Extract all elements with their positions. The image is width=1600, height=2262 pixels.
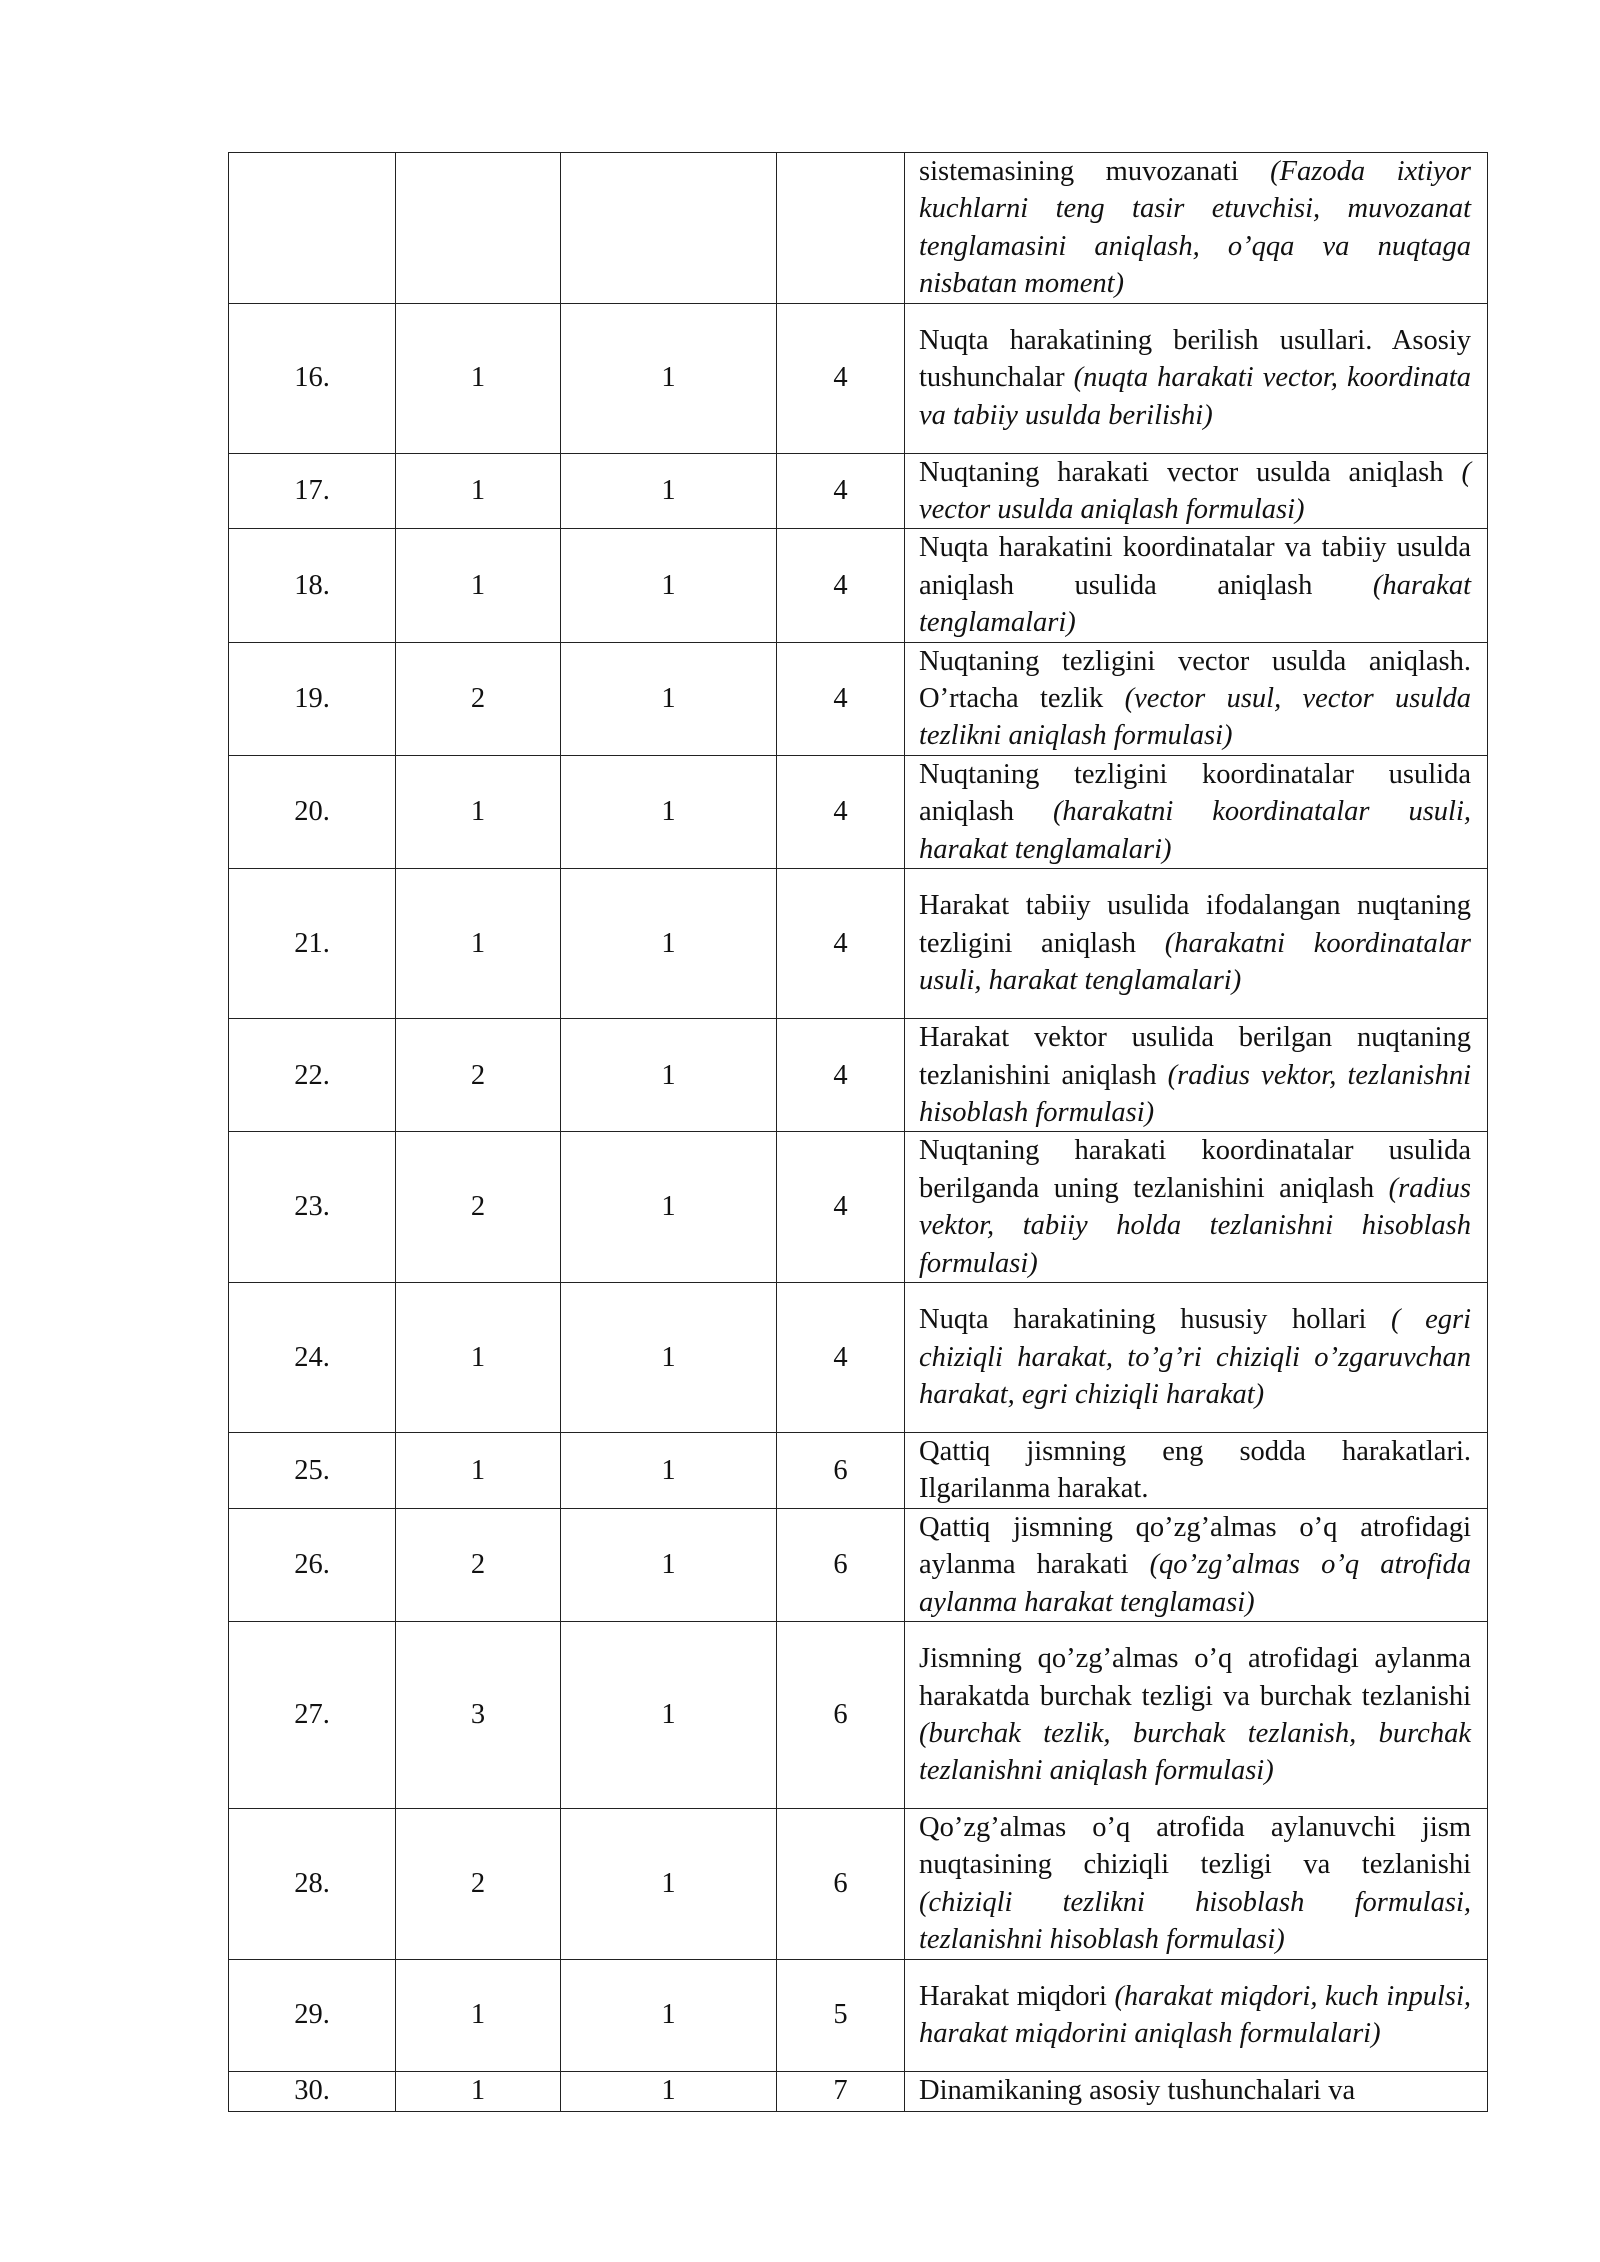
- topic-cell: [905, 1132, 1488, 1283]
- week-cell: 4: [777, 529, 905, 642]
- credit-cell: 1: [561, 1432, 777, 1508]
- row-number-cell: 17.: [229, 453, 396, 529]
- week-cell: 6: [777, 1432, 905, 1508]
- row-number-cell: 24.: [229, 1282, 396, 1432]
- row-number-cell: 23.: [229, 1132, 396, 1283]
- hours-cell: 1: [396, 1282, 561, 1432]
- topic-cell: [905, 1621, 1488, 1808]
- credit-cell: 1: [561, 869, 777, 1019]
- credit-cell: 1: [561, 303, 777, 453]
- topic-cell: [905, 1959, 1488, 2071]
- topic-title: Nuqtaning tezligini vector usulda aniqlash. O’rtacha tezlik: [919, 645, 1471, 715]
- week-cell: [777, 153, 905, 304]
- topic-details: (vector usul, vector usulda tezlikni aniqlash formulasi): [919, 683, 1472, 752]
- hours-cell: 2: [396, 642, 561, 755]
- topic-title: Harakat tabiiy usulida ifodalangan nuqtaning tezligini aniqlash: [919, 890, 1471, 959]
- credit-cell: 1: [561, 529, 777, 642]
- credit-cell: 1: [561, 1621, 777, 1808]
- topic-cell: [905, 529, 1488, 642]
- topic-details: (radius vektor, tezlanishni hisoblash formulasi): [919, 1059, 1471, 1128]
- week-cell: 4: [777, 1282, 905, 1432]
- table-row: [229, 1132, 1488, 1283]
- topic-text: [919, 887, 1471, 999]
- topic-cell: [905, 453, 1488, 529]
- table-row: [229, 1808, 1488, 1959]
- hours-cell: 1: [396, 453, 561, 529]
- topic-text: [919, 1132, 1471, 1282]
- hours-cell: 2: [396, 1808, 561, 1959]
- topic-title: Nuqtaning tezligini koordinatalar usulida aniqlash: [919, 758, 1471, 828]
- topic-text: [919, 643, 1471, 755]
- topic-details: ( egri chiziqli harakat, to’g’ri chiziqli o’zgaruvchan harakat, egri chiziqli harakat): [919, 1304, 1471, 1411]
- table-body: [229, 153, 1488, 2112]
- row-number-cell: 20.: [229, 755, 396, 868]
- topic-title: Qo’zg’almas o’q atrofida aylanuvchi jism nuqtasining chiziqli tezligi va tezlanishi: [919, 1811, 1471, 1881]
- topic-cell: [905, 1432, 1488, 1508]
- week-cell: 5: [777, 1959, 905, 2071]
- row-number-cell: 21.: [229, 869, 396, 1019]
- topic-cell: [905, 1282, 1488, 1432]
- week-cell: 4: [777, 642, 905, 755]
- week-cell: 4: [777, 303, 905, 453]
- hours-cell: 2: [396, 1019, 561, 1132]
- hours-cell: [396, 153, 561, 304]
- credit-cell: 1: [561, 453, 777, 529]
- topic-title: Qattiq jismning qo’zg’almas o’q atrofidagi aylanma harakati: [919, 1511, 1471, 1581]
- table-row: [229, 153, 1488, 304]
- topic-details: (radius vektor, tabiiy holda tezlanishni hisoblash formulasi): [919, 1172, 1471, 1279]
- topic-details: (harakat tenglamalari): [919, 569, 1471, 639]
- table-row: [229, 453, 1488, 529]
- topic-cell: [905, 755, 1488, 868]
- topic-details: (qo’zg’almas o’q atrofida aylanma harakat tenglamasi): [919, 1549, 1471, 1618]
- topic-text: [919, 1433, 1471, 1508]
- hours-cell: 1: [396, 529, 561, 642]
- row-number-cell: 19.: [229, 642, 396, 755]
- topic-title: Nuqta harakatining berilish usullari. Asosiy tushunchalar: [919, 325, 1471, 394]
- row-number-cell: 30.: [229, 2071, 396, 2111]
- topic-cell: [905, 1808, 1488, 1959]
- topic-text: [919, 322, 1471, 434]
- topic-cell: [905, 153, 1488, 304]
- topic-title: Nuqtaning harakati vector usulda aniqlash: [919, 456, 1462, 488]
- topic-details: (nuqta harakati vector, koordinata va tabiiy usulda berilishi): [919, 362, 1471, 431]
- topic-title: Nuqta harakatini koordinatalar va tabiiy usulda aniqlash usulida aniqlash: [919, 532, 1471, 601]
- credit-cell: 1: [561, 2071, 777, 2111]
- credit-cell: 1: [561, 755, 777, 868]
- topic-title: sistemasining muvozanati: [919, 156, 1271, 187]
- topic-title: Nuqta harakatining hususiy hollari: [919, 1304, 1391, 1336]
- topic-text: [919, 1809, 1471, 1959]
- topic-text: [919, 153, 1471, 303]
- hours-cell: 2: [396, 1132, 561, 1283]
- topic-text: [919, 1301, 1471, 1413]
- row-number-cell: 18.: [229, 529, 396, 642]
- table-row: [229, 303, 1488, 453]
- table-row: [229, 1282, 1488, 1432]
- credit-cell: 1: [561, 1282, 777, 1432]
- row-number-cell: [229, 153, 396, 304]
- credit-cell: 1: [561, 1132, 777, 1283]
- row-number-cell: 26.: [229, 1508, 396, 1621]
- credit-cell: 1: [561, 1508, 777, 1621]
- topic-text: [919, 2072, 1471, 2109]
- topic-details: (harakatni koordinatalar usuli, harakat tenglamalari): [919, 796, 1471, 865]
- week-cell: 7: [777, 2071, 905, 2111]
- table-row: [229, 869, 1488, 1019]
- curriculum-table: [228, 152, 1488, 2112]
- topic-details: (Fazoda ixtiyor kuchlarni teng tasir etuvchisi, muvozanat tenglamasini aniqlash, o’qqa va nuqtaga nisbatan moment): [919, 156, 1471, 300]
- hours-cell: 1: [396, 755, 561, 868]
- hours-cell: 1: [396, 1959, 561, 2071]
- credit-cell: 1: [561, 642, 777, 755]
- credit-cell: 1: [561, 1019, 777, 1132]
- topic-cell: [905, 1019, 1488, 1132]
- topic-title: Jismning qo’zg’almas o’q atrofidagi aylanma harakatda burchak tezligi va burchak tezlanishi: [919, 1643, 1471, 1712]
- topic-title: Harakat vektor usulida berilgan nuqtaning tezlanishini aniqlash: [919, 1022, 1471, 1091]
- topic-cell: [905, 642, 1488, 755]
- hours-cell: 1: [396, 869, 561, 1019]
- credit-cell: 1: [561, 1808, 777, 1959]
- table-row: [229, 1959, 1488, 2071]
- table-row: [229, 1621, 1488, 1808]
- table-row: [229, 755, 1488, 868]
- table-row: [229, 1508, 1488, 1621]
- week-cell: 4: [777, 453, 905, 529]
- hours-cell: 2: [396, 1508, 561, 1621]
- week-cell: 6: [777, 1621, 905, 1808]
- week-cell: 6: [777, 1508, 905, 1621]
- row-number-cell: 28.: [229, 1808, 396, 1959]
- hours-cell: 3: [396, 1621, 561, 1808]
- topic-text: [919, 1019, 1471, 1131]
- topic-text: [919, 756, 1471, 868]
- topic-text: [919, 1509, 1471, 1621]
- table-row: [229, 2071, 1488, 2111]
- topic-cell: [905, 303, 1488, 453]
- topic-details: (chiziqli tezlikni hisoblash formulasi, tezlanishni hisoblash formulasi): [919, 1886, 1471, 1956]
- week-cell: 4: [777, 755, 905, 868]
- topic-title: Nuqtaning harakati koordinatalar usulida berilganda uning tezlanishini aniqlash: [919, 1135, 1471, 1204]
- hours-cell: 1: [396, 2071, 561, 2111]
- topic-title: Dinamikaning asosiy tushunchalari va: [919, 2075, 1356, 2107]
- table-row: [229, 1019, 1488, 1132]
- row-number-cell: 29.: [229, 1959, 396, 2071]
- topic-details: (harakat miqdori, kuch inpulsi, harakat miqdorini aniqlash formulalari): [919, 1980, 1471, 2050]
- row-number-cell: 25.: [229, 1432, 396, 1508]
- row-number-cell: 22.: [229, 1019, 396, 1132]
- topic-cell: [905, 1508, 1488, 1621]
- topic-cell: [905, 869, 1488, 1019]
- credit-cell: [561, 153, 777, 304]
- hours-cell: 1: [396, 1432, 561, 1508]
- row-number-cell: 27.: [229, 1621, 396, 1808]
- topic-cell: [905, 2071, 1488, 2111]
- table-row: [229, 1432, 1488, 1508]
- topic-title: Qattiq jismning eng sodda harakatlari. Ilgarilanma harakat.: [919, 1435, 1471, 1505]
- topic-text: [919, 1978, 1471, 2053]
- topic-text: [919, 529, 1471, 641]
- hours-cell: 1: [396, 303, 561, 453]
- topic-details: ( vector usulda aniqlash formulasi): [919, 456, 1471, 526]
- week-cell: 4: [777, 1132, 905, 1283]
- week-cell: 4: [777, 1019, 905, 1132]
- topic-details: (burchak tezlik, burchak tezlanish, burchak tezlanishni aniqlash formulasi): [919, 1717, 1471, 1787]
- credit-cell: 1: [561, 1959, 777, 2071]
- topic-text: [919, 1640, 1471, 1790]
- week-cell: 6: [777, 1808, 905, 1959]
- week-cell: 4: [777, 869, 905, 1019]
- table-row: [229, 642, 1488, 755]
- table-row: [229, 529, 1488, 642]
- row-number-cell: 16.: [229, 303, 396, 453]
- topic-details: (harakatni koordinatalar usuli, harakat tenglamalari): [919, 927, 1471, 997]
- topic-text: [919, 454, 1471, 529]
- topic-title: Harakat miqdori: [919, 1980, 1115, 2012]
